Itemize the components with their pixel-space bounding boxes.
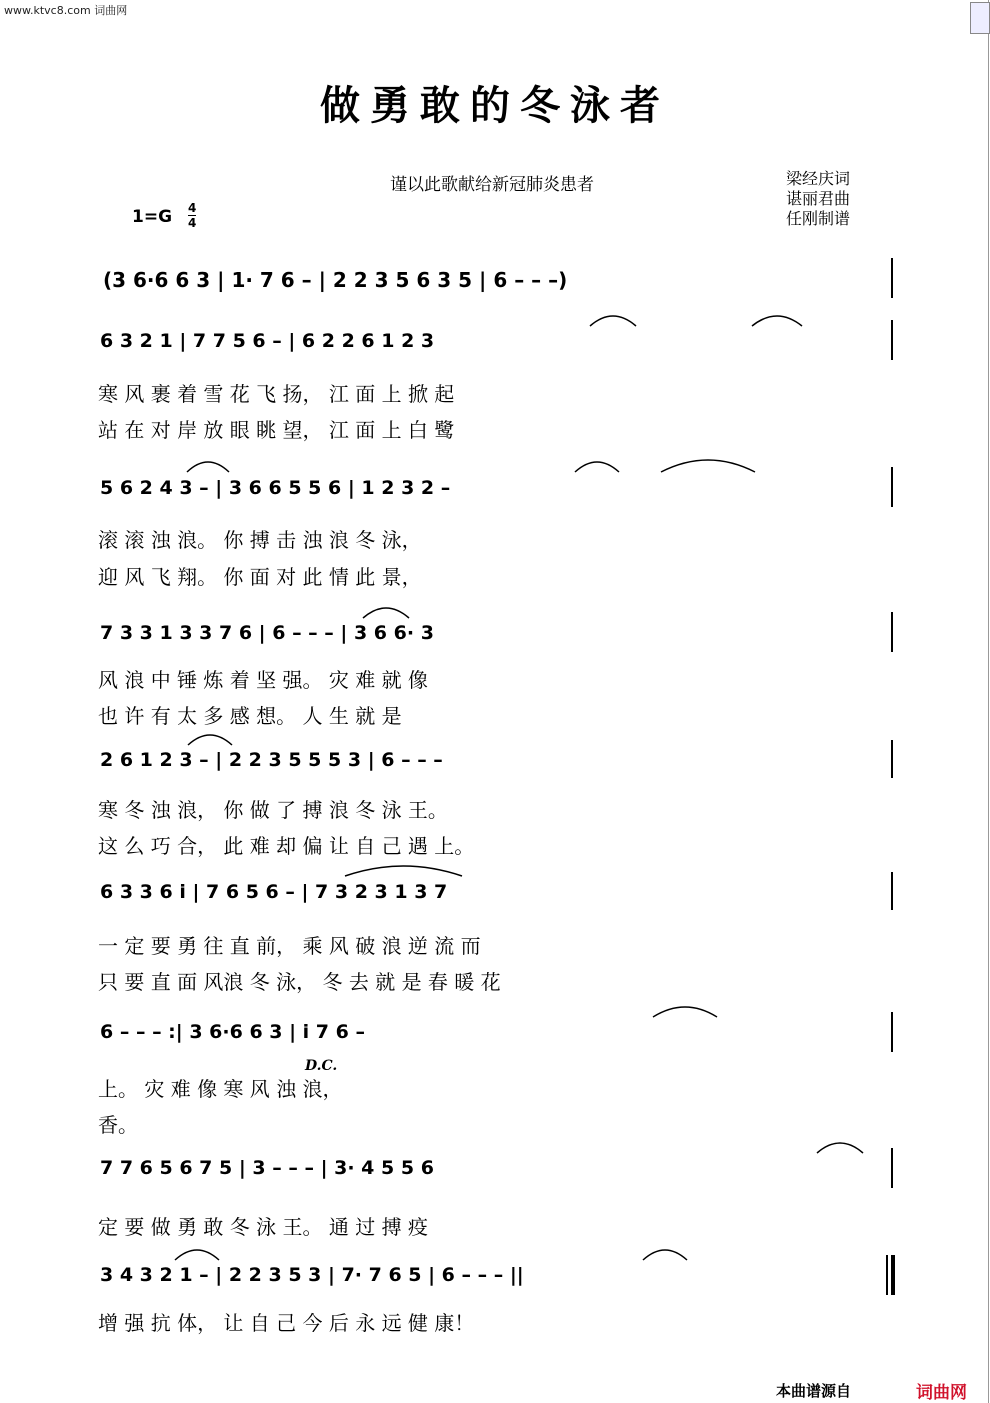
- lyric-line-7-verse-1: 上。 灾 难 像 寒 风 浊 浪，: [98, 1077, 343, 1101]
- slur: [590, 316, 636, 326]
- score-line-9: 3 4 3 2 1 – | 2 2 3 5 3 | 7· 7 6 5 | 6 – – – ||: [100, 1264, 524, 1286]
- slur: [752, 316, 802, 326]
- lyric-line-5-verse-2: 这 么 巧 合， 此 难 却 偏 让 自 己 遇 上。: [98, 834, 475, 858]
- lyric-line-5-verse-1: 寒 冬 浊 浪， 你 做 了 搏 浪 冬 泳 王。: [98, 798, 448, 822]
- score-line-4: 7 3 3 1 3 3 7 6 | 6 – – – | 3 6 6· 3: [100, 622, 434, 644]
- key-signature: 1=G: [132, 207, 173, 227]
- score-line-8: 7 7 6 5 6 7 5 | 3 – – – | 3· 4 5 5 6: [100, 1157, 434, 1179]
- time-signature: 4 4: [188, 201, 197, 230]
- song-title: 做勇敢的冬泳者: [320, 82, 670, 129]
- score-line-5: 2 6 1 2 3 – | 2 2 3 5 5 5 3 | 6 – – –: [100, 749, 443, 771]
- dc-mark: D.C.: [305, 1058, 338, 1074]
- source-label: 本曲谱源自: [776, 1382, 852, 1400]
- slur: [817, 1143, 863, 1153]
- score-line-2: 6 3 2 1 | 7 7 5 6 – | 6 2 2 6 1 2 3: [100, 330, 435, 352]
- lyric-line-6-verse-2: 只 要 直 面 风浪 冬 泳， 冬 去 就 是 春 暖 花: [98, 970, 501, 994]
- slur: [575, 462, 619, 472]
- watermark: www.ktvc8.com 词曲网: [4, 4, 128, 17]
- slur: [661, 460, 755, 472]
- slur: [653, 1007, 717, 1017]
- lyric-line-9: 增 强 抗 体， 让 自 己 今 后 永 远 健 康！: [98, 1311, 475, 1335]
- site-logo[interactable]: 词曲网: [916, 1383, 967, 1403]
- lyric-line-2-verse-1: 寒 风 裹 着 雪 花 飞 扬， 江 面 上 掀 起: [98, 382, 455, 406]
- slur: [643, 1250, 687, 1260]
- score-line-1: (3 6·6 6 3 | 1· 7 6 – | 2 2 3 5 6 3 5 | 6 – – –): [103, 268, 568, 292]
- lyric-line-2-verse-2: 站 在 对 岸 放 眼 眺 望， 江 面 上 白 鹭: [98, 418, 455, 442]
- slur: [188, 735, 232, 745]
- score-line-7: 6 – – – :| 3 6·6 6 3 | i 7 6 –: [100, 1021, 365, 1043]
- arranger-credit: 任刚制谱: [786, 209, 851, 228]
- lyric-line-4-verse-1: 风 浪 中 锤 炼 着 坚 强。 灾 难 就 像: [98, 668, 428, 692]
- lyric-line-8: 定 要 做 勇 敢 冬 泳 王。 通 过 搏 疫: [98, 1215, 428, 1239]
- slur: [187, 462, 229, 472]
- composer-credit: 谌丽君曲: [786, 189, 851, 208]
- score-line-3: 5 6 2 4 3 – | 3 6 6 5 5 6 | 1 2 3 2 –: [100, 477, 451, 499]
- lyric-line-3-verse-1: 滚 滚 浊 浪。 你 搏 击 浊 浪 冬 泳，: [98, 528, 422, 552]
- lyric-line-4-verse-2: 也 许 有 太 多 感 想。 人 生 就 是: [98, 704, 402, 728]
- dedication: 谨以此歌献给新冠肺炎患者: [390, 175, 594, 195]
- slur: [363, 608, 409, 618]
- lyric-line-3-verse-2: 迎 风 飞 翔。 你 面 对 此 情 此 景，: [98, 565, 422, 589]
- lyricist-credit: 梁经庆词: [786, 169, 851, 188]
- lyric-line-7-verse-2: 香。: [98, 1113, 138, 1137]
- lyric-line-6-verse-1: 一 定 要 勇 往 直 前， 乘 风 破 浪 逆 流 而: [98, 934, 481, 958]
- score-line-6: 6 3 3 6 i | 7 6 5 6 – | 7 3 2 3 1 3 7: [100, 881, 448, 903]
- slur: [345, 866, 462, 876]
- slur: [175, 1250, 219, 1260]
